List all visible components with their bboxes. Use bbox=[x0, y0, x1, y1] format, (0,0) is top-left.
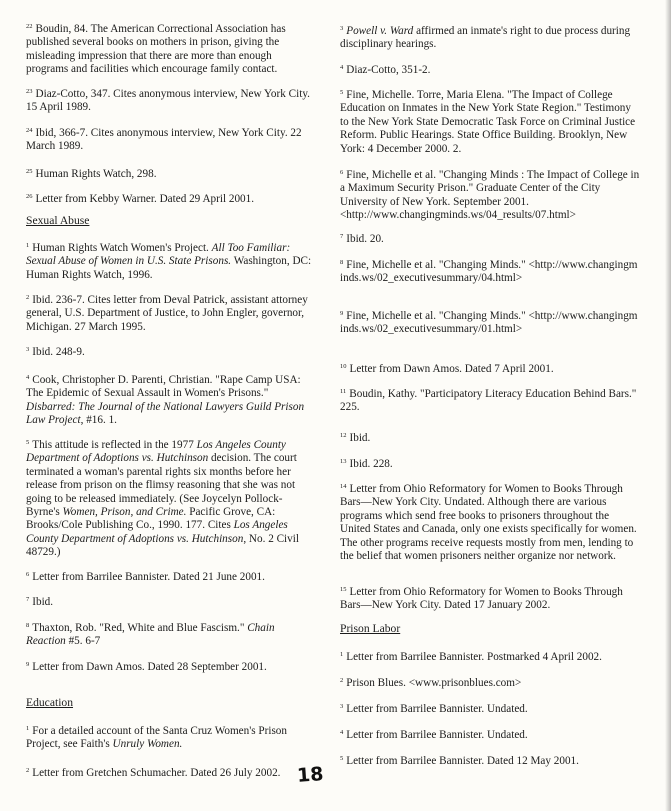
endnote: $^4$ Letter from Barrilee Bannister. Undated. bbox=[340, 729, 528, 741]
endnote: $^7$ Ibid. bbox=[26, 596, 54, 608]
endnote: $^5$ Letter from Barrilee Bannister. Dated 12 May 2001. bbox=[340, 755, 579, 767]
endnote: $^{15}$ Letter from Ohio Reformatory for Women to Books Through Bars—New York City. Dated 17 January 2002. bbox=[340, 586, 623, 612]
endnote: $^1$ Human Rights Watch Women's Project. All Too Familiar: Sexual Abuse of Women in U.S. State Prisons. Washington, DC: Human Rights Watch, 1996. bbox=[26, 242, 312, 281]
section-heading-sexual-abuse: Sexual Abuse bbox=[26, 214, 90, 227]
endnote: $^6$ Letter from Barrilee Bannister. Dated 21 June 2001. bbox=[26, 571, 265, 583]
endnote: $^{11}$ Boudin, Kathy. "Participatory Literacy Education Behind Bars." 225. bbox=[340, 388, 637, 414]
endnote: $^8$ Fine, Michelle et al. "Changing Minds." <http://www.changingminds.ws/02_executivesummary/04.html> bbox=[340, 259, 638, 285]
endnote: $^7$ Ibid. 20. bbox=[340, 233, 384, 245]
endnote: $^4$ Cook, Christopher D. Parenti, Christian. "Rape Camp USA: The Epidemic of Sexual Assault in Women's Prisons." Disbarred: The Journal of the National Lawyers Guild Prison Law Project, #16. 1. bbox=[26, 374, 305, 427]
endnote: $^5$ This attitude is reflected in the 1977 Los Angeles County Department of Adoptions vs. Hutchinson decision. The court terminated a woman's parental rights six months before her release from prison on the flimsy reasoning that she was not going to be released immediately. (See Joycelyn Pollock-Byrne's Women, Prison, and Crime. Pacific Grove, CA: Brooks/Cole Publishing Co., 1990. 177. Cites Los Angeles County Department of Adoptions vs. Hutchinson, No. 2 Civil 48729.) bbox=[26, 439, 299, 559]
endnote: $^1$ For a detailed account of the Santa Cruz Women's Prison Project, see Faith's Unruly Women. bbox=[26, 725, 287, 751]
endnote: $^{24}$ Ibid, 366-7. Cites anonymous interview, New York City. 22 March 1989. bbox=[26, 127, 302, 153]
endnote: $^3$ Powell v. Ward affirmed an inmate's right to due process during disciplinary hearings. bbox=[340, 25, 631, 51]
endnote: $^9$ Letter from Dawn Amos. Dated 28 September 2001. bbox=[26, 661, 267, 673]
handwritten-page-number: 18 bbox=[296, 763, 325, 787]
endnote: $^4$ Diaz-Cotto, 351-2. bbox=[340, 64, 431, 76]
endnote: $^{26}$ Letter from Kebby Warner. Dated 29 April 2001. bbox=[26, 193, 255, 205]
endnote: $^1$ Letter from Barrilee Bannister. Postmarked 4 April 2002. bbox=[340, 651, 602, 663]
endnote: $^{12}$ Ibid. bbox=[340, 432, 371, 444]
endnote: $^{14}$ Letter from Ohio Reformatory for Women to Books Through Bars—New York City. Undated. Although there are various programs which send free books to prisoners throughout the United States and Canada, only one exists specifically for women. The other programs receive requests mostly from men, lending to the belief that women prisoners neither organize nor network. bbox=[340, 483, 637, 563]
endnote: $^{13}$ Ibid. 228. bbox=[340, 458, 393, 470]
endnote: $^2$ Prison Blues. <www.prisonblues.com> bbox=[340, 677, 522, 689]
endnote: $^3$ Letter from Barrilee Bannister. Undated. bbox=[340, 703, 528, 715]
endnote: $^{25}$ Human Rights Watch, 298. bbox=[26, 168, 157, 180]
section-heading-education: Education bbox=[26, 696, 74, 709]
endnote: $^{23}$ Diaz-Cotto, 347. Cites anonymous interview, New York City. 15 April 1989. bbox=[26, 88, 310, 114]
endnote: $^2$ Ibid. 236-7. Cites letter from Deval Patrick, assistant attorney general, U.S. Department of Justice, to John Engler, governor, Michigan. 27 March 1995. bbox=[26, 294, 308, 333]
endnote: $^6$ Fine, Michelle et al. "Changing Minds : The Impact of College in a Maximum Security Prison." Graduate Center of the City University of New York. September 2001. <http://www.changingminds.ws/04_results/07.html> bbox=[340, 169, 640, 222]
endnote: $^3$ Ibid. 248-9. bbox=[26, 346, 85, 358]
endnote: $^8$ Thaxton, Rob. "Red, White and Blue Fascism." Chain Reaction #5. 6-7 bbox=[26, 622, 275, 648]
endnote: $^5$ Fine, Michelle. Torre, Maria Elena. "The Impact of College Education on Inmates in the New York State Region." Testimony to the New York State Democratic Task Force on Criminal Justice Reform. Public Hearings. State Office Building. Brooklyn, New York: 4 December 2000. 2. bbox=[340, 89, 636, 155]
scan-edge-shadow bbox=[665, 0, 671, 811]
section-heading-prison-labor: Prison Labor bbox=[340, 622, 401, 635]
endnote: $^9$ Fine, Michelle et al. "Changing Minds." <http://www.changingminds.ws/02_executivesummary/01.html> bbox=[340, 310, 638, 336]
endnote: $^2$ Letter from Gretchen Schumacher. Dated 26 July 2002. bbox=[26, 767, 281, 779]
endnote: $^{22}$ Boudin, 84. The American Correctional Association has published several books on mothers in prison, giving the misleading impression that there are more than enough programs and facilities which encourage family contact. bbox=[26, 23, 286, 76]
endnote: $^{10}$ Letter from Dawn Amos. Dated 7 April 2001. bbox=[340, 363, 554, 375]
